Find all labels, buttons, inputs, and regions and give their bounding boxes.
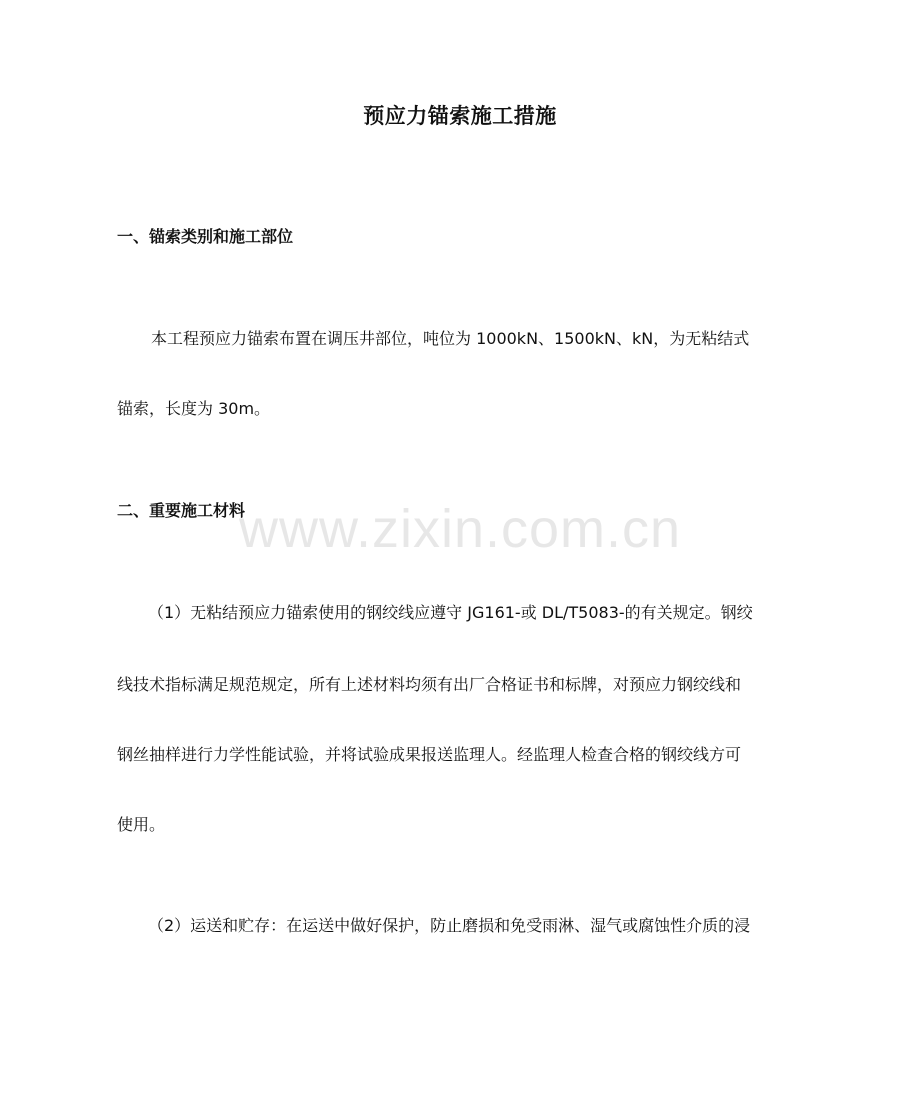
paragraph-line: 锚索，长度为 30m。 xyxy=(117,399,271,418)
section-heading-2: 二、重要施工材料 xyxy=(117,501,246,520)
paragraph-line: （1）无粘结预应力锚索使用的钢绞线应遵守 JG161-或 DL/T5083-的有关规定。钢绞 xyxy=(148,603,753,622)
paragraph-line: 线技术指标满足规范规定，所有上述材料均须有出厂合格证书和标牌，对预应力钢绞线和 xyxy=(117,675,742,694)
section-heading-1: 一、锚索类别和施工部位 xyxy=(117,227,294,246)
paragraph-line: 使用。 xyxy=(117,815,166,834)
watermark: www.zixin.com.cn xyxy=(238,499,682,559)
paragraph-line: （2）运送和贮存：在运送中做好保护，防止磨损和免受雨淋、湿气或腐蚀性介质的浸 xyxy=(148,916,751,935)
document-title: 预应力锚索施工措施 xyxy=(363,104,557,128)
paragraph-line: 本工程预应力锚索布置在调压井部位，吨位为 1000kN、1500kN、kN，为无粘结式 xyxy=(151,329,750,348)
paragraph-line: 钢丝抽样进行力学性能试验，并将试验成果报送监理人。经监理人检查合格的钢绞线方可 xyxy=(117,745,742,764)
